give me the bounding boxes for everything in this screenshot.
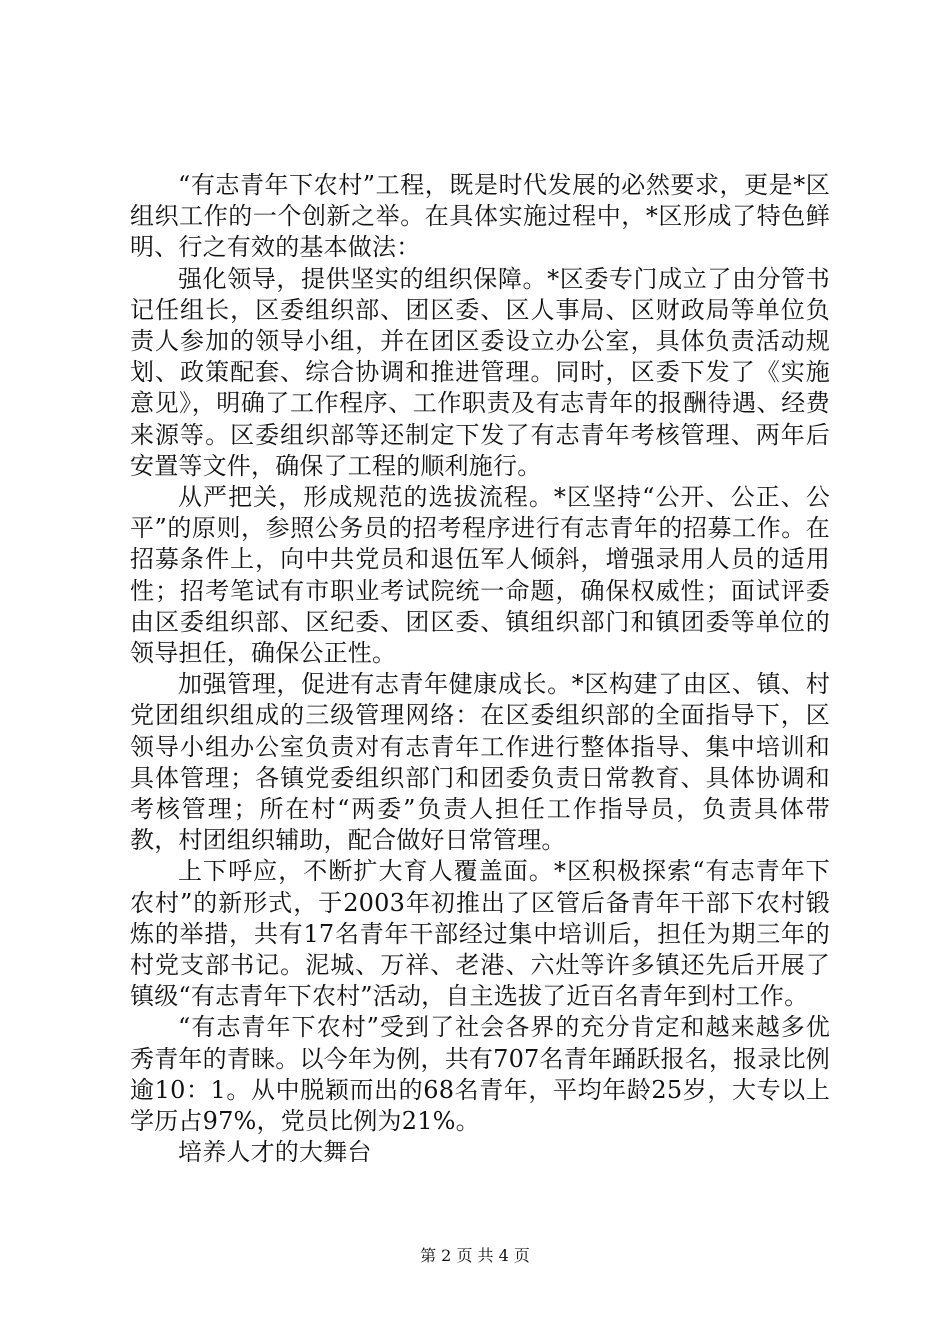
paragraph-intro: “有志青年下农村”工程，既是时代发展的必然要求，更是*区组织工作的一个创新之举。在具体实施过程中，*区形成了特色鲜明、行之有效的基本做法： [130, 171, 830, 262]
paragraph-management: 加强管理，促进有志青年健康成长。*区构建了由区、镇、村党团组织组成的三级管理网络：在区委组织部的全面指导下，区领导小组办公室负责对有志青年工作进行整体指导、集中培训和具体管理；各镇党委组织部门和团委负责日常教育、具体协调和考核管理；所在村“两委”负责人担任工作指导员，负责具体带教，村团组织辅助，配合做好日常管理。 [130, 670, 830, 855]
paragraph-coverage: 上下呼应，不断扩大育人覆盖面。*区积极探索“有志青年下农村”的新形式，于2003年初推出了区管后备青年干部下农村锻炼的举措，共有17名青年干部经过集中培训后，担任为期三年的村党支部书记。泥城、万祥、老港、六灶等许多镇还先后开展了镇级“有志青年下农村”活动，自主选拔了近百名青年到村工作。 [130, 857, 830, 1011]
document-body [130, 170, 830, 1169]
paragraph-recognition: “有志青年下农村”受到了社会各界的充分肯定和越来越多优秀青年的青睐。以今年为例，共有707名青年踊跃报名，报录比例逾10：1。从中脱颖而出的68名青年，平均年龄25岁，大专以上学历占97%，党员比例为21%。 [130, 1013, 830, 1136]
page-footer: 第 2 页 共 4 页 [420, 1246, 530, 1265]
section-heading: 培养人才的大舞台 [178, 1138, 372, 1167]
paragraph-selection: 从严把关，形成规范的选拔流程。*区坚持“公开、公正、公平”的原则，参照公务员的招考程序进行有志青年的招募工作。在招募条件上，向中共党员和退伍军人倾斜，增强录用人员的适用性；招考笔试有市职业考试院统一命题，确保权威性；面试评委由区委组织部、区纪委、团区委、镇组织部门和镇团委等单位的领导担任，确保公正性。 [130, 483, 830, 668]
paragraph-leadership: 强化领导，提供坚实的组织保障。*区委专门成立了由分管书记任组长，区委组织部、团区委、区人事局、区财政局等单位负责人参加的领导小组，并在团区委设立办公室，具体负责活动规划、政策配套、综合协调和推进管理。同时，区委下发了《实施意见》，明确了工作程序、工作职责及有志青年的报酬待遇、经费来源等。区委组织部等还制定下发了有志青年考核管理、两年后安置等文件，确保了工程的顺利施行。 [130, 264, 830, 480]
